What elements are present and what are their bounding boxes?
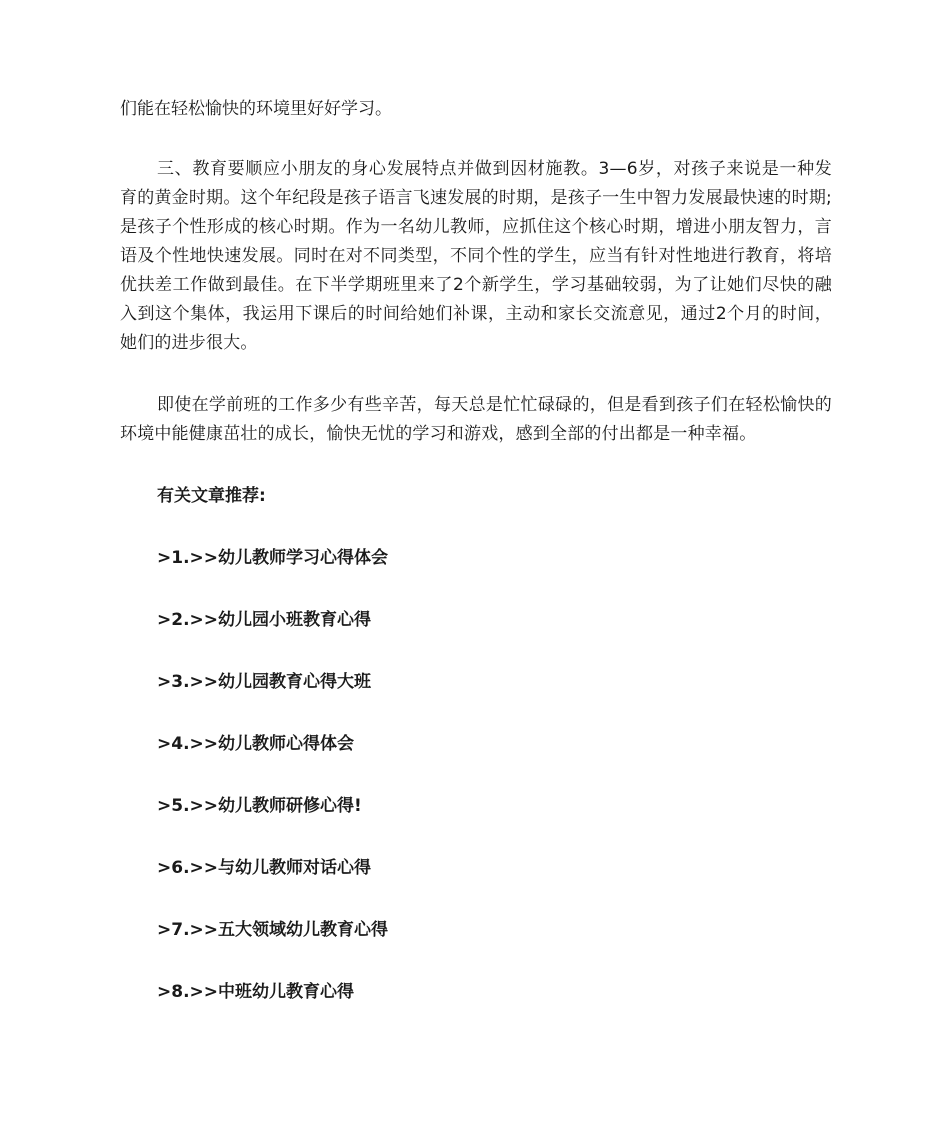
recommendation-item: [157, 606, 388, 668]
recommendation-item: [157, 978, 388, 1040]
paragraph-3: 三、教育要顺应小朋友的身心发展特点并做到因材施教。3—6岁，对孩子来说是一种发育的黄金时期。这个年纪段是孩子语言飞速发展的时期，是孩子一生中智力发展最快速的时期;是孩子个性形成的核心时期。作为一名幼儿教师，应抓住这个核心时期，增进小朋友智力，言语及个性地快速发展。同时在对不同类型，不同个性的学生，应当有针对性地进行教育，将培优扶差工作做到最佳。在下半学期班里来了2个新学生，学习基础较弱，为了让她们尽快的融入到这个集体，我运用下课后的时间给她们补课，主动和家长交流意见，通过2个月的时间，她们的进步很大。: [120, 159, 832, 353]
recommend-heading: 有关文章推荐:: [157, 486, 266, 506]
recommendation-link[interactable]: 幼儿园教育心得大班: [218, 672, 372, 692]
recommendation-prefix: >8.>>: [157, 982, 219, 1002]
recommendation-link[interactable]: 与幼儿教师对话心得: [218, 858, 372, 878]
recommendation-prefix: >1.>>: [157, 548, 219, 568]
paragraph-continuation: 们能在轻松愉快的环境里好好学习。: [120, 99, 392, 119]
recommendation-prefix: >3.>>: [157, 672, 219, 692]
recommendation-item: [157, 544, 388, 606]
recommendation-item: [157, 668, 388, 730]
recommendation-link[interactable]: 五大领域幼儿教育心得: [218, 920, 389, 940]
recommendation-link[interactable]: 中班幼儿教育心得: [218, 982, 355, 1002]
recommendation-item: [157, 792, 388, 854]
recommendation-link[interactable]: 幼儿教师心得体会: [218, 734, 355, 754]
recommendation-link[interactable]: 幼儿教师学习心得体会: [218, 548, 389, 568]
recommendation-item: [157, 854, 388, 916]
recommendation-prefix: >7.>>: [157, 920, 219, 940]
recommendation-prefix: >5.>>: [157, 796, 219, 816]
recommendation-prefix: >4.>>: [157, 734, 219, 754]
recommendation-item: [157, 730, 388, 792]
recommendation-item: [157, 916, 388, 978]
recommendation-link[interactable]: 幼儿园小班教育心得: [218, 610, 372, 630]
recommendation-link[interactable]: 幼儿教师研修心得!: [218, 796, 362, 816]
recommendation-list: [157, 544, 388, 1040]
recommendation-prefix: >2.>>: [157, 610, 219, 630]
recommendation-prefix: >6.>>: [157, 858, 219, 878]
paragraph-4: 即使在学前班的工作多少有些辛苦，每天总是忙忙碌碌的，但是看到孩子们在轻松愉快的环境中能健康茁壮的成长，愉快无忧的学习和游戏，感到全部的付出都是一种幸福。: [120, 395, 832, 444]
